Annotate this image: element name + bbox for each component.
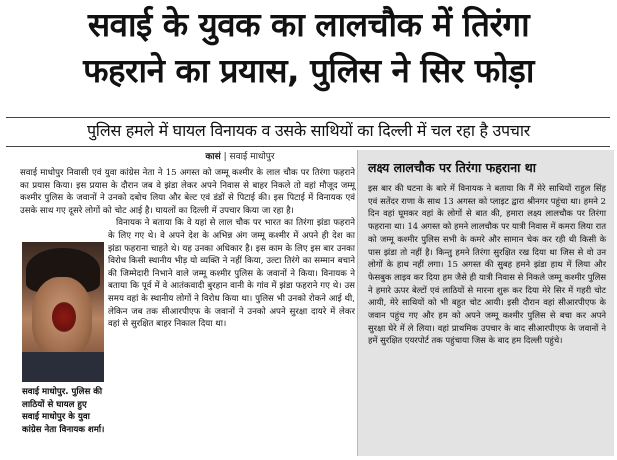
sidebar-text: इस बार की घटना के बारे में विनायक ने बताया कि मैं मेरे साथियों राहुल सिंह एवं सतेंदर राणा के साथ 13 अगस्त को प्लाइट द्वारा श्रीनगर पहुंचा था। हमने 2 दिन वहां घूमकर वहां के लोगों से बात की, हमारा लक्ष्य लालचौक पर तिरंगा फहराना था। 14 अगस्त को हमने लालचौक पर यात्री निवास में कमरा लिया रात को जम्मू कश्मीर पुलिस सभी के कमरे और सामान चेक कर रही थी किसी के पास झंडा तो नहीं है। किन्तु हमने तिरंगा सुरक्षित रख दिया था जिस से वो उन लोगों के हाथ नहीं लगा। 15 अगस्त की सुबह हमने झंडा हाथ में लिया और फेसबुक लाइव कर दिया हम जैसे ही यात्री निवास से निकले जम्मू कश्मीर पुलिस ने हमारे ऊपर बेल्टों एवं लाठियों से मारना शुरू कर दिया मेरे सिर में गहरी चोट आयी, मेरे साथियों को भी बहुत चोट आयी। इसी दौरान वहां सीआरपीएफ के जवान पहुंच गए और हम को अपने जम्मू कश्मीर पुलिस से बचा कर अपने सुरक्षा घेरे में ले लिया। वहां प्राथमिक उपचार के बाद सीआरपीएफ के जवानों ने हमें सुरक्षित एयरपोर्ट तक पहुंचाया जिस के बाद हम दिल्ली पहुंचे। — [368, 183, 606, 346]
photo-caption: सवाई माधोपुर. पुलिस की लाठियों से घायल हुए सवाई माधोपुर के युवा कांग्रेस नेता विनायक शर्मा। — [22, 387, 105, 435]
sidebar-title: लक्ष्य लालचौक पर तिरंगा फहराना था — [368, 160, 536, 175]
photo-wound — [52, 302, 76, 332]
headline — [0, 2, 617, 94]
headline-line-1: सवाई के युवक का लालचौक में तिरंगा — [87, 5, 530, 44]
dateline-label: कासं — [205, 152, 221, 162]
dateline — [130, 151, 350, 163]
body-paragraph-1: सवाई माधोपुर निवासी एवं युवा कांग्रेस नेता ने 15 अगस्त को जम्मू कश्मीर के लाल चौक पर तिरंगा फहराने का प्रयास किया। इस प्रयास के दौरान जब वे झंडा लेकर अपने निवास से बाहर निकले तो वहां मौजूद जम्मू कश्मीर पुलिस के जवानों ने उनको दबोच लिया और बेल्ट एवं डंडों से पिटाई की। इस पिटाई में विनायक एवं उसके साथ गए दूसरे लोगों को चोट आई है। घायलों का दिल्ली में उपचार किया जा रहा है। — [20, 168, 355, 216]
body-paragraph-2: विनायक ने बताया कि वे यहां से लाल चौक पर भारत का तिरंगा झंडा फहराने के लिए गए थे। वे अपने देश के अभिन्न अंग जम्मू कश्मीर में अपने ही देश का झंडा फहराना चाहते थे। यह उनका अधिकार है। इस काम के लिए इस बार उनका विरोध किसी स्थानीय भीड़ यो व्यक्ति ने नहीं किया, उल्टा तिरंगे का सम्मान बचाने की जिम्मेदारी निभाने वाले जम्मू कश्मीर पुलिस के जवानों ने किया। विनायक ने बताया कि पूर्व में वे आतंकवादी बुरहान वानी के गांव में झंडा फहराने गए थे। उस समय वहां के स्थानीय लोगों ने विरोध किया था। पुलिस भी उनको रोकने आई थी, लेकिन जब तक सीआरपीएफ के जवानों ने उनको अपने सुरक्षा दायरे में लेकर वहां से सुरक्षित बाहर निकाल दिया था। — [108, 218, 355, 330]
dateline-separator: | — [223, 152, 227, 162]
injured-youth-photo — [22, 242, 104, 382]
sidebar-box — [357, 150, 614, 456]
headline-line-2: फहराने का प्रयास, पुलिस ने सिर फोड़ा — [83, 51, 534, 90]
subheadline: पुलिस हमले में घायल विनायक व उसके साथियों का दिल्ली में चल रहा है उपचार — [86, 121, 530, 140]
photo-shirt — [22, 352, 104, 382]
headline-divider — [6, 117, 610, 118]
dateline-place: सवाई माधोपुर — [229, 152, 275, 162]
subheadline-divider — [6, 146, 610, 147]
